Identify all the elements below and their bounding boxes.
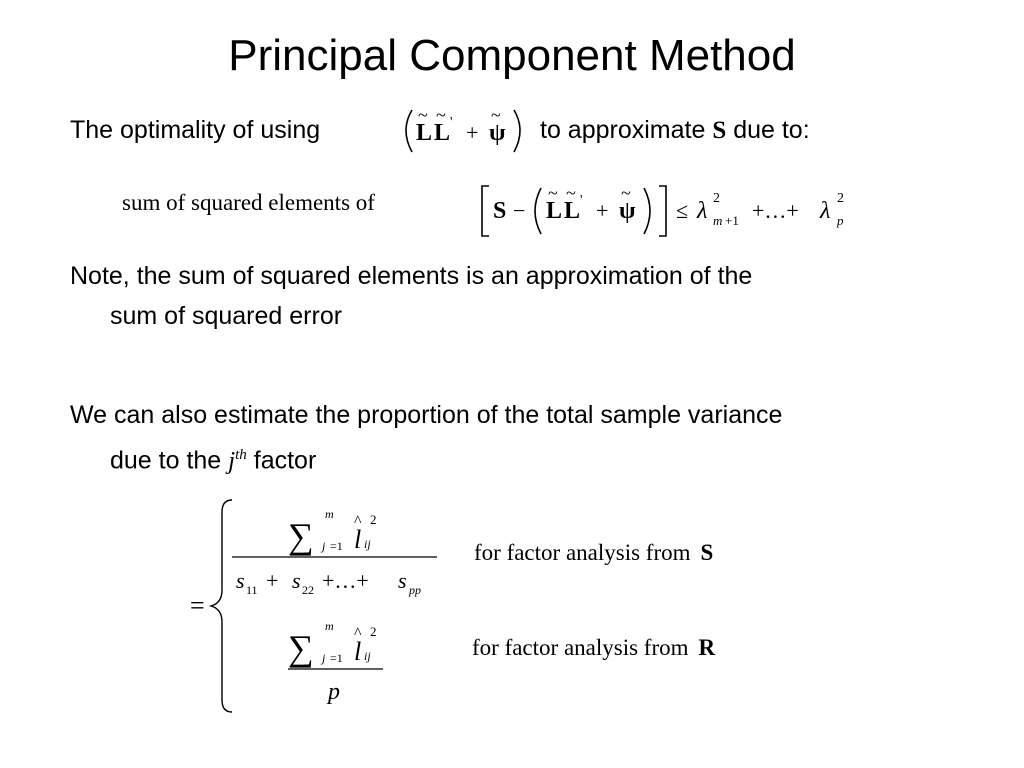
sum-squared-inequality	[482, 183, 844, 236]
svg-text:2: 2	[713, 191, 720, 206]
for-r-letter: R	[698, 635, 716, 660]
svg-text:ψ: ψ	[619, 198, 636, 224]
svg-text:~: ~	[436, 105, 446, 125]
svg-text:2: 2	[837, 191, 844, 206]
svg-text:L: L	[416, 120, 433, 146]
svg-text:2: 2	[370, 624, 377, 639]
svg-text:=: =	[190, 591, 205, 620]
approximate-text-post: due to:	[733, 116, 810, 144]
svg-text:s: s	[236, 568, 245, 593]
svg-text:~: ~	[548, 183, 558, 203]
svg-text:l: l	[354, 637, 362, 666]
slide-title: Principal Component Method	[228, 31, 796, 80]
svg-text:L: L	[546, 198, 563, 224]
svg-text:ψ: ψ	[489, 120, 506, 146]
for-s-text: for factor analysis from	[474, 540, 691, 565]
svg-text:m: m	[325, 619, 334, 633]
svg-text:22: 22	[302, 583, 314, 597]
svg-text:ij: ij	[364, 649, 371, 663]
j-symbol: j	[228, 447, 236, 475]
proportion-line-2-pre: due to the	[110, 446, 222, 475]
svg-text:+1: +1	[725, 213, 739, 228]
svg-text:−: −	[513, 198, 526, 223]
proportion-line-2-post: factor	[253, 446, 317, 475]
svg-text:∑: ∑	[288, 516, 314, 556]
for-s-letter: S	[700, 540, 714, 565]
svg-text:ij: ij	[364, 537, 371, 551]
svg-text:S: S	[493, 198, 507, 224]
note-line-2: sum of squared error	[110, 302, 343, 330]
svg-text:~: ~	[418, 105, 428, 125]
svg-text:+…+: +…+	[322, 568, 369, 593]
svg-text:m: m	[713, 213, 723, 228]
svg-text:^: ^	[354, 625, 362, 642]
svg-text:=1: =1	[330, 651, 343, 665]
svg-text:pp: pp	[409, 583, 421, 597]
proportion-line-1: We can also estimate the proportion of the total sample variance	[70, 401, 783, 429]
inline-formula-LL-psi	[406, 105, 520, 152]
svg-text:m: m	[325, 507, 334, 521]
svg-text:p: p	[328, 679, 340, 705]
svg-text:L: L	[564, 198, 581, 224]
svg-text:11: 11	[246, 583, 258, 597]
svg-text:~: ~	[566, 183, 576, 203]
svg-text:∑: ∑	[288, 628, 314, 668]
svg-text:λ: λ	[697, 198, 708, 224]
proportion-formula	[190, 500, 437, 712]
svg-text:+…+: +…+	[752, 198, 799, 223]
svg-text:2: 2	[370, 512, 377, 527]
svg-text:j: j	[322, 651, 326, 665]
svg-text:=1: =1	[330, 539, 343, 553]
svg-text:p: p	[837, 213, 844, 228]
svg-text:^: ^	[354, 513, 362, 530]
svg-text:': '	[450, 115, 453, 130]
svg-text:l: l	[354, 525, 362, 554]
optimality-text: The optimality of using	[70, 116, 321, 144]
th-superscript: th	[235, 447, 247, 463]
svg-text:+: +	[466, 120, 479, 145]
svg-text:': '	[580, 193, 583, 208]
svg-text:s: s	[292, 568, 301, 593]
svg-text:~: ~	[491, 105, 501, 125]
svg-text:+: +	[266, 568, 279, 593]
sum-squared-elements-label: sum of squared elements of	[122, 190, 375, 215]
svg-text:+: +	[596, 198, 609, 223]
svg-text:s: s	[398, 568, 407, 593]
note-line-1: Note, the sum of squared elements is an approximation of the	[70, 262, 753, 290]
svg-text:~: ~	[621, 183, 631, 203]
svg-text:L: L	[434, 120, 451, 146]
svg-text:λ: λ	[820, 198, 831, 224]
for-r-text: for factor analysis from	[472, 635, 689, 660]
svg-text:j: j	[322, 539, 326, 553]
svg-text:≤: ≤	[676, 198, 689, 223]
approximate-text-pre: to approximate	[540, 116, 706, 144]
matrix-S-label: S	[712, 117, 727, 144]
